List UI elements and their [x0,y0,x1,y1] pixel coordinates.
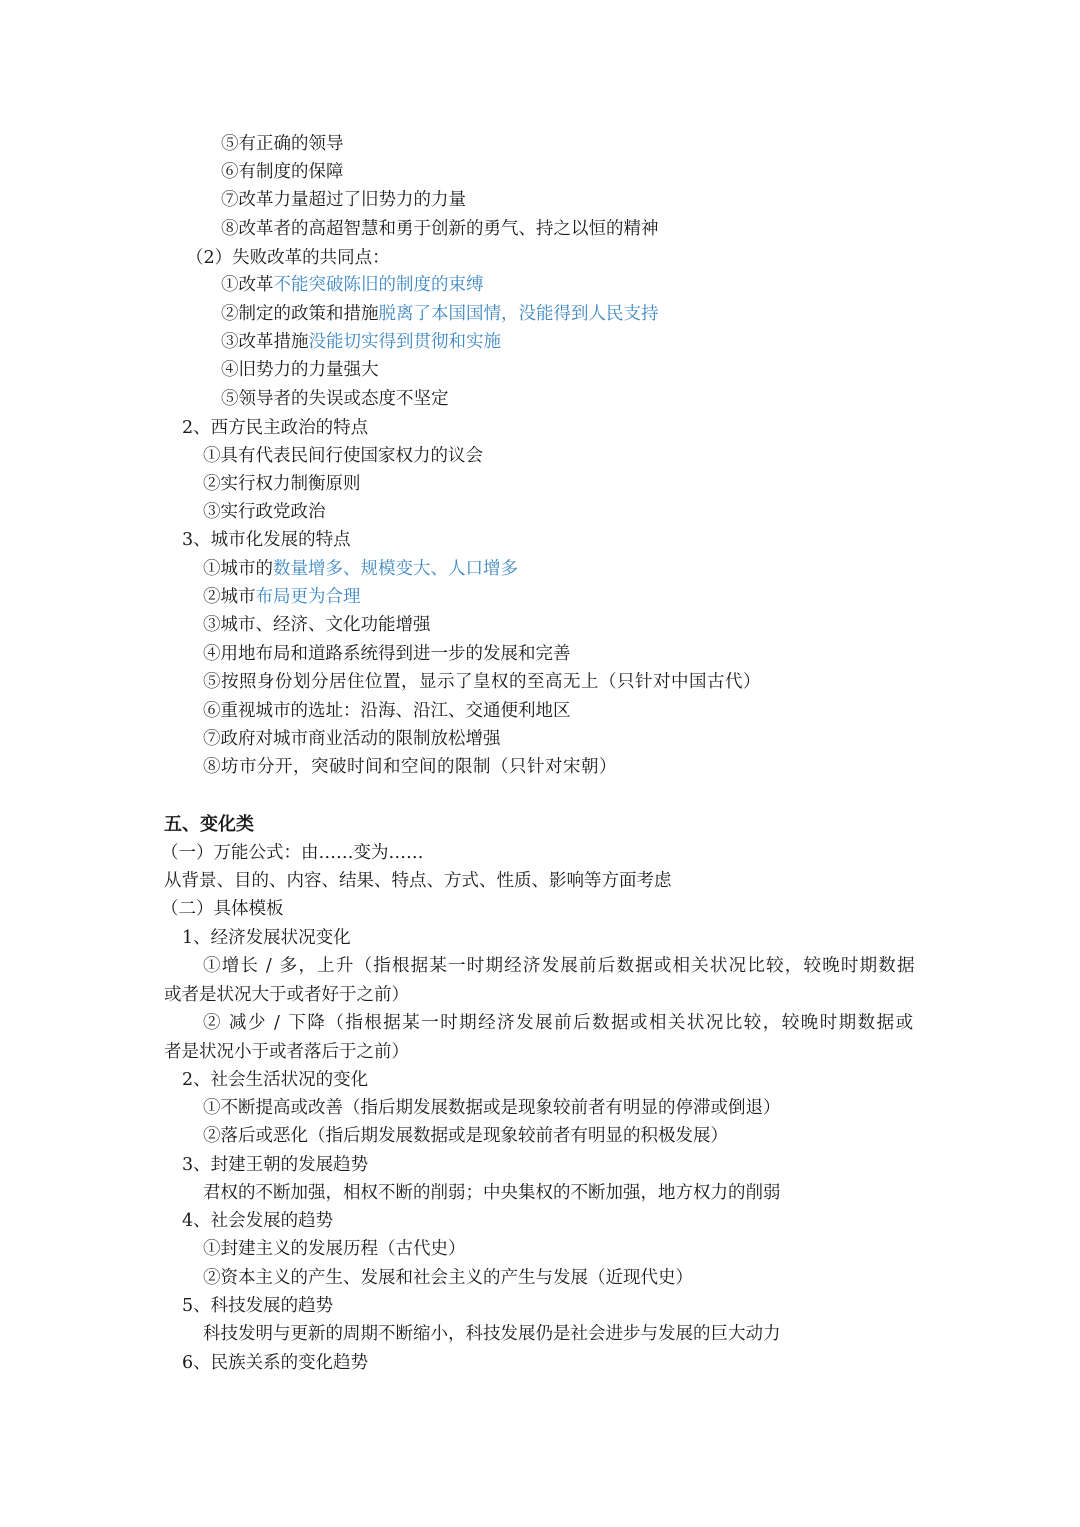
list-item [203,612,431,638]
text-segment: ①增长 / 多，上升（指根据某一时期经济发展前后数据或相关状况比较，较晚时期数据 [203,956,916,976]
text-segment: ⑤有正确的领导 [221,134,344,154]
text-segment: ⑦改革力量超过了旧势力的力量 [221,190,466,210]
list-item [221,216,659,242]
text-segment: ⑤按照身份划分居住位置，显示了皇权的至高无上（只针对中国古代） [203,672,761,692]
section-heading [182,1152,368,1178]
text-segment: 或者是状况大于或者好于之前） [164,985,409,1005]
text-segment: ①具有代表民间行使国家权力的议会 [203,446,483,466]
highlighted-text: 数量增多、规模变大、人口增多 [273,559,518,579]
section-heading [182,1350,368,1376]
text-segment: ③改革措施 [221,332,309,352]
paragraph [203,1321,781,1347]
paragraph [203,1180,781,1206]
section-heading [182,415,368,441]
section-heading [182,1067,368,1093]
list-item [203,698,571,724]
text-segment: ③实行政党政治 [203,502,326,522]
list-item [221,357,379,383]
text-segment: 5、科技发展的趋势 [182,1296,334,1316]
text-segment: 2、社会生活状况的变化 [182,1070,369,1090]
text-segment: 君权的不断加强，相权不断的削弱；中央集权的不断加强，地方权力的削弱 [203,1183,781,1203]
list-item [203,556,518,582]
highlighted-text: 布局更为合理 [255,587,361,607]
text-segment: ⑥重视城市的选址：沿海、沿江、交通便利地区 [203,701,571,721]
text-segment: 3、城市化发展的特点 [182,530,351,550]
text-segment: ②落后或恶化（指后期发展数据或是现象较前者有明显的积极发展） [203,1126,728,1146]
subheading [186,245,390,271]
text-segment: （二）具体模板 [161,899,284,919]
list-item [203,1095,781,1121]
section-heading [182,1208,333,1234]
text-segment: ②制定的政策和措施 [221,304,379,324]
section-heading [182,1293,333,1319]
text-segment: 1、经济发展状况变化 [182,928,351,948]
highlighted-text: 不能突破陈旧的制度的束缚 [273,275,484,295]
list-item [203,669,761,695]
text-segment: ①不断提高或改善（指后期发展数据或是现象较前者有明显的停滞或倒退） [203,1098,781,1118]
list-item [203,1123,728,1149]
text-segment: 3、封建王朝的发展趋势 [182,1155,369,1175]
list-item [203,641,571,667]
text-segment: ⑧改革者的高超智慧和勇于创新的勇气、持之以恒的精神 [221,219,659,239]
list-item [221,187,466,213]
list-item [203,443,483,469]
subheading [161,896,284,922]
paragraph-line [203,1010,915,1036]
list-item [221,272,484,298]
text-segment: ③城市、经济、文化功能增强 [203,615,431,635]
list-item [203,471,361,497]
subheading [161,840,424,866]
text-segment: ② 减少 / 下降（指根据某一时期经济发展前后数据或相关状况比较，较晚时期数据或 [203,1013,915,1033]
list-item [221,159,344,185]
list-item [203,1265,693,1291]
text-segment: 科技发明与更新的周期不断缩小，科技发展仍是社会进步与发展的巨大动力 [203,1324,781,1344]
list-item [203,726,501,752]
text-segment: 2、西方民主政治的特点 [182,418,369,438]
text-segment: ②资本主义的产生、发展和社会主义的产生与发展（近现代史） [203,1268,693,1288]
text-segment: ①城市的 [203,559,273,579]
list-item [203,584,361,610]
text-segment: 五、变化类 [164,814,254,835]
chapter-heading [164,812,254,838]
highlighted-text: 没能切实得到贯彻和实施 [308,332,501,352]
text-segment: 从背景、目的、内容、结果、特点、方式、性质、影响等方面考虑 [164,871,672,891]
paragraph-line [164,1039,409,1065]
text-segment: ⑧坊市分开，突破时间和空间的限制（只针对宋朝） [203,757,617,777]
text-segment: 6、民族关系的变化趋势 [182,1353,369,1373]
list-item [203,1236,466,1262]
text-segment: ④旧势力的力量强大 [221,360,379,380]
list-item [203,499,326,525]
paragraph-line [203,953,916,979]
text-segment: 4、社会发展的趋势 [182,1211,334,1231]
text-segment: ④用地布局和道路系统得到进一步的发展和完善 [203,644,571,664]
text-segment: ②城市 [203,587,256,607]
highlighted-text: 脱离了本国国情，没能得到人民支持 [378,304,659,324]
text-segment: 者是状况小于或者落后于之前） [164,1042,409,1062]
section-heading [182,925,351,951]
list-item [221,386,449,412]
paragraph [164,868,672,894]
paragraph-line [164,982,409,1008]
list-item [221,131,344,157]
text-segment: ②实行权力制衡原则 [203,474,361,494]
list-item [221,329,501,355]
text-segment: ①封建主义的发展历程（古代史） [203,1239,466,1259]
section-heading [182,527,351,553]
list-item [221,301,659,327]
text-segment: ⑤领导者的失误或态度不坚定 [221,389,449,409]
text-segment: （一）万能公式：由……变为…… [161,843,424,863]
text-segment: ⑦政府对城市商业活动的限制放松增强 [203,729,501,749]
list-item [203,754,617,780]
text-segment: （2）失败改革的共同点： [186,248,390,268]
text-segment: ①改革 [221,275,274,295]
text-segment: ⑥有制度的保障 [221,162,344,182]
